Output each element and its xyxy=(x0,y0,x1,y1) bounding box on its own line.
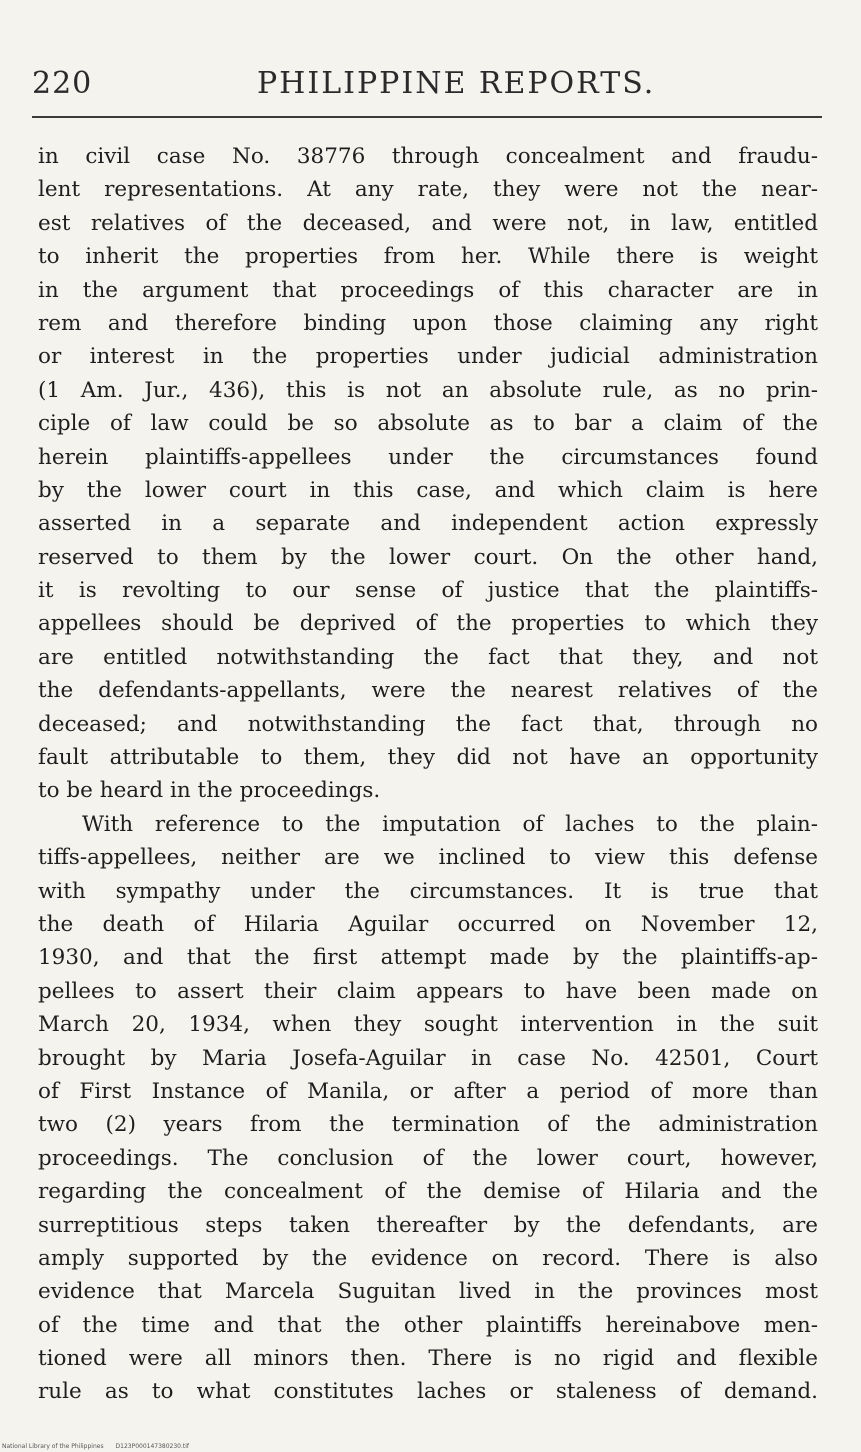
text-line: appellees should be deprived of the properties to which they xyxy=(38,611,818,637)
text-line: deceased; and notwithstanding the fact that, through no xyxy=(38,711,818,737)
text-line: by the lower court in this case, and which claim is here xyxy=(38,477,818,503)
text-line: 1930, and that the first attempt made by the plaintiffs-ap- xyxy=(38,945,818,971)
text-line: in civil case No. 38776 through concealment and fraudu- xyxy=(38,144,818,169)
text-line: evidence that Marcela Suguitan lived in the provinces most xyxy=(38,1279,818,1305)
text-line: or interest in the properties under judicial administration xyxy=(38,344,818,370)
text-line: the defendants-appellants, were the nearest relatives of the xyxy=(38,678,818,704)
text-line: (1 Am. Jur., 436), this is not an absolute rule, as no prin- xyxy=(38,377,818,403)
text-line: surreptitious steps taken thereafter by the defendants, are xyxy=(38,1212,818,1238)
text-line: proceedings. The conclusion of the lower court, however, xyxy=(38,1145,818,1171)
text-line: it is revolting to our sense of justice that the plaintiffs- xyxy=(38,578,818,604)
text-line: are entitled notwithstanding the fact that they, and not xyxy=(38,644,818,670)
text-line: brought by Maria Josefa-Aguilar in case No. 42501, Court xyxy=(38,1045,818,1071)
scan-code: D123P000147380230.tif xyxy=(115,1443,190,1450)
text-line: rem and therefore binding upon those claiming any right xyxy=(38,310,818,336)
page-number: 220 xyxy=(32,66,93,101)
text-line: pellees to assert their claim appears to have been made on xyxy=(38,978,818,1004)
text-line: asserted in a separate and independent action expressly xyxy=(38,511,818,537)
running-title: PHILIPPINE REPORTS. xyxy=(257,66,656,101)
text-line: amply supported by the evidence on record. There is also xyxy=(38,1245,818,1271)
text-line: with sympathy under the circumstances. It is true that xyxy=(38,878,818,904)
text-line: herein plaintiffs-appellees under the circumstances found xyxy=(38,444,818,470)
text-line: to be heard in the proceedings. xyxy=(38,778,381,804)
text-line: of First Instance of Manila, or after a period of more than xyxy=(38,1078,818,1104)
text-line: rule as to what constitutes laches or staleness of demand. xyxy=(38,1379,818,1405)
text-line: regarding the concealment of the demise of Hilaria and the xyxy=(38,1179,818,1205)
text-line: two (2) years from the termination of the administration xyxy=(38,1112,818,1138)
text-line: March 20, 1934, when they sought intervention in the suit xyxy=(38,1012,818,1038)
paragraph xyxy=(38,808,818,1409)
header-rule xyxy=(32,116,822,118)
text-line: With reference to the imputation of laches to the plain- xyxy=(82,811,818,837)
text-line: reserved to them by the lower court. On the other hand, xyxy=(38,544,818,570)
text-line: to inherit the properties from her. While there is weight xyxy=(38,244,818,270)
text-line: tioned were all minors then. There is no rigid and flexible xyxy=(38,1346,818,1372)
text-line: tiffs-appellees, neither are we inclined to view this defense xyxy=(38,845,818,871)
text-line: lent representations. At any rate, they were not the near- xyxy=(38,177,818,203)
text-line: the death of Hilaria Aguilar occurred on November 12, xyxy=(38,911,818,937)
scan-footer xyxy=(2,1443,189,1450)
text-line: fault attributable to them, they did not have an opportunity xyxy=(38,745,818,771)
library-credit: National Library of the Philippines xyxy=(2,1443,104,1450)
text-line: est relatives of the deceased, and were not, in law, entitled xyxy=(38,210,818,236)
body-text xyxy=(38,140,818,1409)
text-line: in the argument that proceedings of this character are in xyxy=(38,277,818,303)
text-line: ciple of law could be so absolute as to bar a claim of the xyxy=(38,411,818,437)
paragraph xyxy=(38,140,818,808)
page-header xyxy=(32,66,822,110)
text-line: of the time and that the other plaintiffs hereinabove men- xyxy=(38,1312,818,1338)
